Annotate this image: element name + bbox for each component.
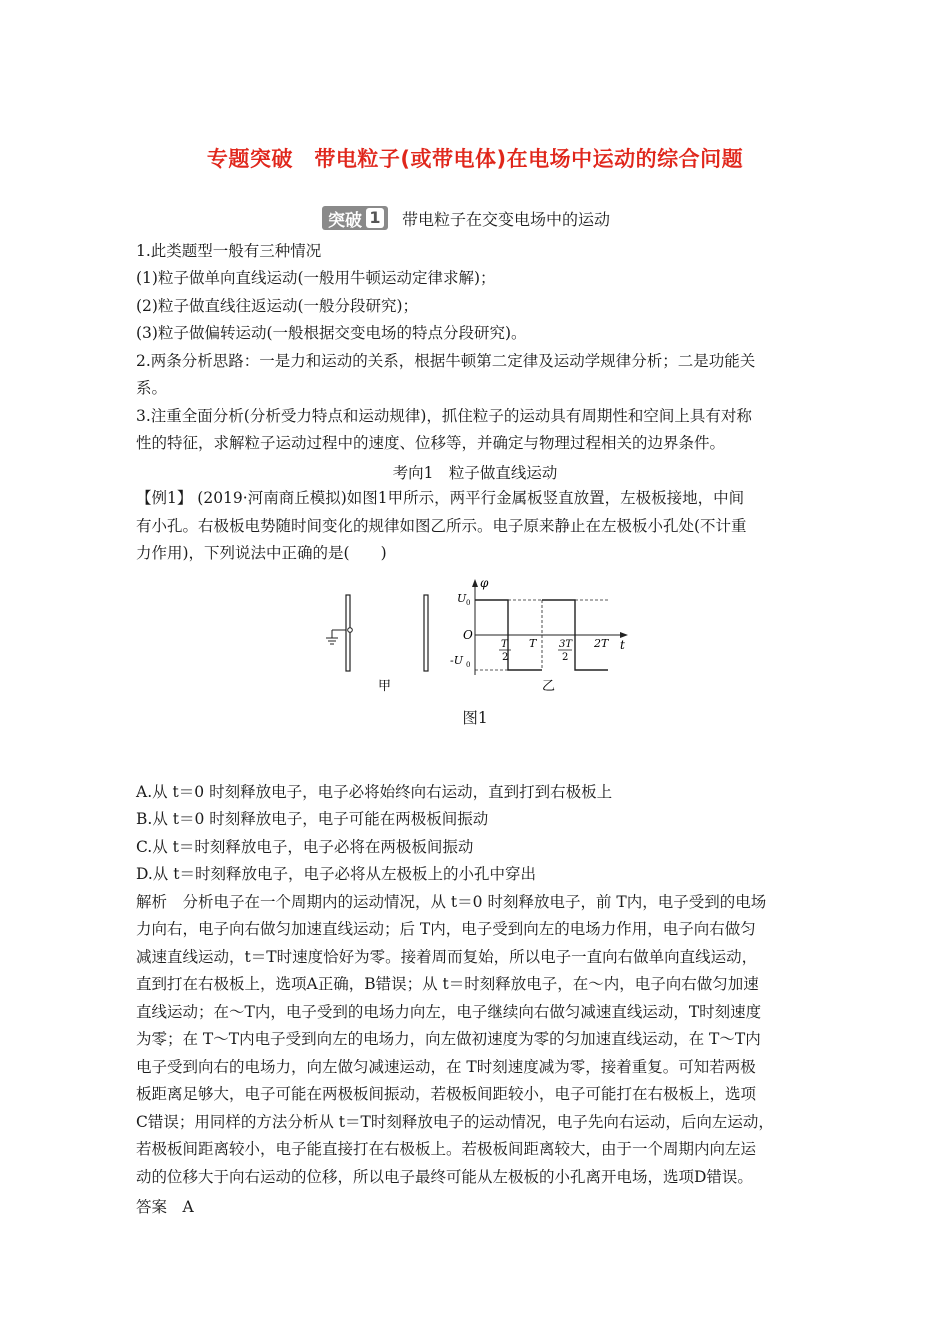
- t-label: t: [620, 638, 625, 652]
- kaoxiang-heading: 考向1 粒子做直线运动: [392, 464, 558, 482]
- u0-sub: 0: [466, 599, 471, 607]
- analysis-line: 若极板间距离较小，电子能直接打在右极板上。若极板间距离较大，由于一个周期内向左运: [136, 1140, 757, 1158]
- origin-label: O: [463, 628, 473, 642]
- example-line: 【例1】 (2019·河南商丘模拟)如图1甲所示，两平行金属板竖直放置，左极板接地，中间: [136, 489, 745, 507]
- page-title: 专题突破 带电粒子(或带电体)在电场中运动的综合问题: [206, 147, 744, 171]
- intro-line: 3.注重全面分析(分析受力特点和运动规律)，抓住粒子的运动具有周期性和空间上具有对称: [136, 407, 752, 425]
- tick-t-half-num: T: [501, 639, 508, 650]
- intro-line: 2.两条分析思路：一是力和运动的关系，根据牛顿第二定律及运动学规律分析；二是功能关: [136, 352, 756, 370]
- badge-number: 1: [366, 208, 384, 228]
- analysis-line: 动的位移大于向右运动的位移，所以电子最终可能从左极板的小孔离开电场，选项D错误。: [136, 1168, 753, 1186]
- intro-line: (2)粒子做直线往返运动(一般分段研究)；: [136, 297, 419, 315]
- option-a: A.从 t＝0 时刻释放电子，电子必将始终向右运动，直到打到右极板上: [136, 783, 613, 801]
- tick-t: T: [529, 637, 537, 650]
- intro-line: 性的特征，求解粒子运动过程中的速度、位移等，并确定与物理过程相关的边界条件。: [136, 434, 726, 452]
- option-c: C.从 t＝时刻释放电子，电子必将在两极板间振动: [136, 838, 474, 856]
- section-header: [322, 205, 610, 231]
- tick-t-half-den: 2: [502, 652, 509, 663]
- analysis-line: 为零；在 T～T内电子受到向左的电场力，向左做初速度为零的匀加速直线运动，在 T～T内: [136, 1030, 761, 1048]
- label-jia: 甲: [378, 679, 392, 694]
- intro-line: 1.此类题型一般有三种情况: [136, 242, 322, 260]
- analysis-line: 力向右，电子向右做匀加速直线运动；后 T内，电子受到向左的电场力作用，电子向右做匀: [136, 920, 756, 938]
- option-b: B.从 t＝0 时刻释放电子，电子可能在两极板间振动: [136, 810, 489, 828]
- u0-label: U: [457, 592, 467, 605]
- analysis-line: 减速直线运动，t＝T时速度恰好为零。接着周而复始，所以电子一直向右做单向直线运动，: [136, 948, 758, 966]
- intro-line: 系。: [136, 379, 168, 397]
- analysis-line: 直线运动；在～T内，电子受到的电场力向左，电子继续向右做匀减速直线运动，T时刻速度: [136, 1003, 762, 1021]
- section-badge: [322, 206, 388, 230]
- example-line: 力作用)，下列说法中正确的是( ): [136, 544, 387, 562]
- plates-diagram: [326, 595, 428, 694]
- tick-2t: 2T: [594, 637, 609, 650]
- analysis-line: 直到打在右极板上，选项A正确，B错误；从 t＝时刻释放电子，在～内，电子向右做匀加速: [136, 975, 759, 993]
- figure-1: [320, 575, 640, 700]
- tick-3t-half-num: 3T: [559, 639, 573, 650]
- label-yi: 乙: [542, 679, 556, 694]
- intro-line: (1)粒子做单向直线运动(一般用牛顿运动定律求解)；: [136, 269, 496, 287]
- answer-line: 答案 A: [136, 1198, 194, 1216]
- section-label: 带电粒子在交变电场中的运动: [402, 209, 611, 229]
- tick-3t-half-den: 2: [562, 652, 569, 663]
- analysis-line: 电子受到向右的电场力，向左做匀减速运动，在 T时刻速度减为零，接着重复。可知若两极: [136, 1058, 756, 1076]
- badge-text: 突破: [328, 210, 362, 231]
- right-plate: [424, 595, 428, 671]
- figure-caption: 图1: [462, 709, 488, 727]
- analysis-line: 板距离足够大，电子可能在两极板间振动，若极板间距较小，电子可能打在右极板上，选项: [136, 1085, 757, 1103]
- potential-graph: [450, 576, 628, 694]
- neg-u0-sub: 0: [466, 661, 471, 669]
- option-d: D.从 t＝时刻释放电子，电子必将从左极板上的小孔中穿出: [136, 865, 536, 883]
- analysis-line: 解析 分析电子在一个周期内的运动情况，从 t＝0 时刻释放电子，前 T内，电子受到的电场: [136, 893, 767, 911]
- intro-line: (3)粒子做偏转运动(一般根据交变电场的特点分段研究)。: [136, 324, 527, 342]
- example-line: 有小孔。右极板电势随时间变化的规律如图乙所示。电子原来静止在左极板小孔处(不计重: [136, 517, 747, 535]
- neg-u0-label: -U: [450, 654, 463, 667]
- phi-label: φ: [480, 576, 489, 590]
- left-plate: [346, 595, 350, 671]
- analysis-line: C错误；用同样的方法分析从 t＝T时刻释放电子的运动情况，电子先向右运动，后向左运动，: [136, 1113, 774, 1131]
- plate-hole: [348, 628, 353, 633]
